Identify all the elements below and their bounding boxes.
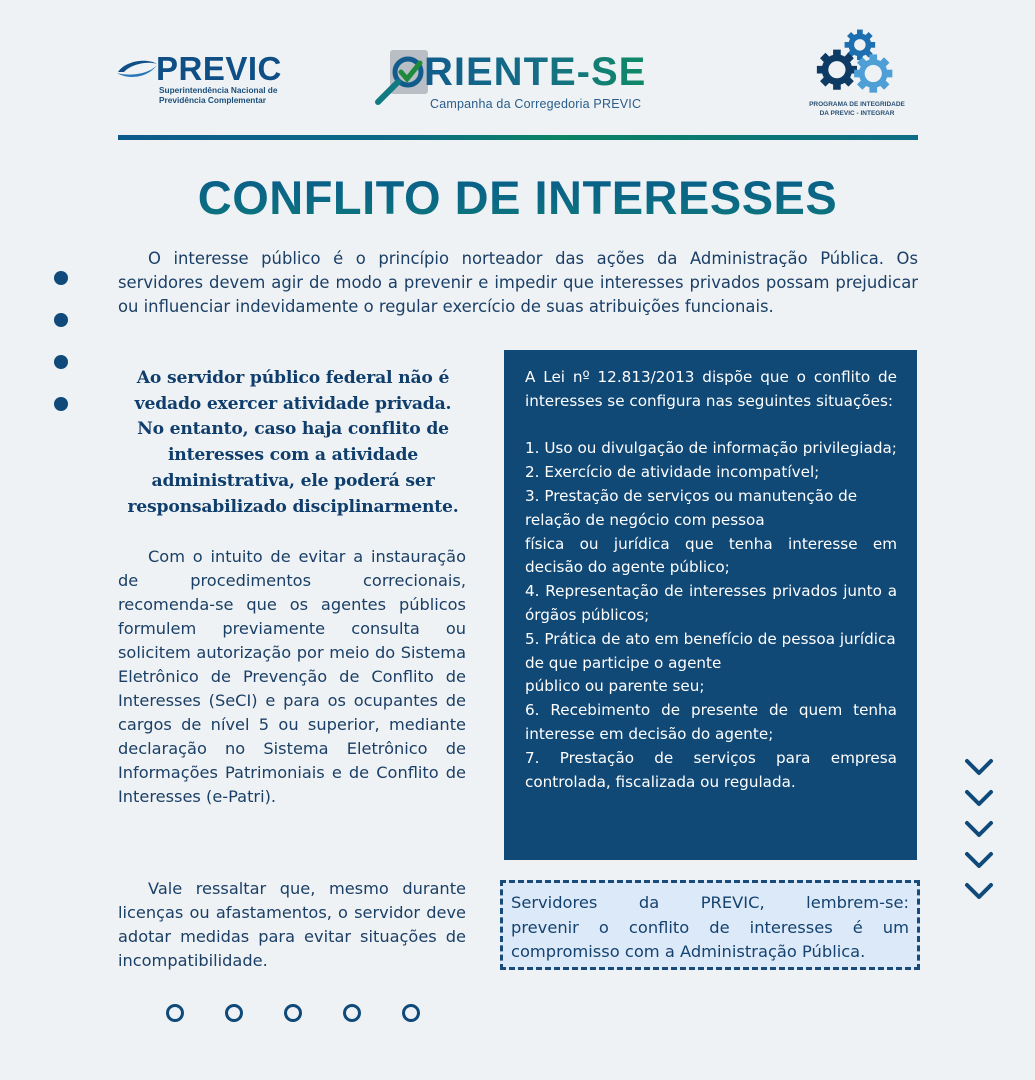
chevron-down-icon bbox=[964, 850, 994, 870]
chevrons-decoration bbox=[964, 757, 994, 912]
left-dots-decoration bbox=[54, 271, 68, 439]
previc-subtitle bbox=[159, 85, 278, 105]
highlight-line: Ao servidor público federal não é bbox=[136, 368, 450, 388]
recommendation-paragraph bbox=[118, 545, 466, 809]
header-divider bbox=[118, 135, 918, 140]
intro-text: O interesse público é o princípio norteador das ações da Administração Pública. Os servidores devem agir de modo a prevenir e impedir que interesses privados possam prejudicar ou influenciar indevidamente o regular exercício de suas atribuições funcionais. bbox=[118, 249, 918, 316]
highlight-line: responsabilizado disciplinarmente. bbox=[127, 496, 459, 517]
highlight-line: interesses com a atividade bbox=[167, 445, 419, 466]
law-situations-box bbox=[504, 350, 917, 860]
highlight-line: vedado exercer atividade privada. bbox=[134, 393, 452, 414]
chevron-down-icon bbox=[964, 819, 994, 839]
dot-icon bbox=[54, 271, 68, 285]
chevron-down-icon bbox=[964, 788, 994, 808]
highlight-line: administrativa, ele poderá ser bbox=[151, 470, 435, 491]
integrar-caption bbox=[796, 100, 918, 118]
law-intro: A Lei nº 12.813/2013 dispõe que o conflito de interesses se configura nas seguintes situações: bbox=[525, 368, 897, 410]
previc-subtitle-line2: Previdência Complementar bbox=[159, 95, 266, 105]
dot-icon bbox=[54, 355, 68, 369]
chevron-down-icon bbox=[964, 881, 994, 901]
oriente-se-wordmark: RIENTE-SE bbox=[424, 50, 647, 94]
chevron-down-icon bbox=[964, 757, 994, 777]
gears-icon bbox=[814, 28, 900, 98]
reminder-line: Servidores da PREVIC, lembrem-se: bbox=[511, 893, 909, 912]
oriente-se-logo bbox=[374, 50, 674, 120]
law-item: física ou jurídica que tenha interesse em decisão do agente público; bbox=[525, 534, 897, 577]
dot-icon bbox=[54, 313, 68, 327]
highlight-statement bbox=[112, 366, 474, 520]
law-item: 6. Recebimento de presente de quem tenha interesse em decisão do agente; bbox=[525, 701, 897, 743]
ring-icon bbox=[284, 1004, 302, 1022]
dot-icon bbox=[54, 397, 68, 411]
ring-icon bbox=[225, 1004, 243, 1022]
leave-paragraph bbox=[118, 877, 466, 973]
integrar-caption-line1: PROGRAMA DE INTEGRIDADE bbox=[809, 101, 905, 108]
reminder-callout bbox=[500, 880, 920, 970]
intro-paragraph bbox=[118, 247, 918, 319]
integrar-caption-line2: DA PREVIC - INTEGRAR bbox=[819, 110, 895, 117]
previc-logo bbox=[116, 52, 296, 108]
highlight-line: No entanto, caso haja conflito de bbox=[137, 419, 449, 440]
ring-icon bbox=[166, 1004, 184, 1022]
leave-text: Vale ressaltar que, mesmo durante licenças ou afastamentos, o servidor deve adotar medidas para evitar situações de incompatibilidade. bbox=[118, 879, 466, 970]
previc-wordmark: PREVIC bbox=[156, 50, 282, 87]
law-item: 7. Prestação de serviços para empresa controlada, fiscalizada ou regulada. bbox=[525, 748, 897, 791]
ring-icon bbox=[343, 1004, 361, 1022]
reminder-line: compromisso com a Administração Pública. bbox=[511, 942, 866, 961]
campaign-subtitle: Campanha da Corregedoria PREVIC bbox=[430, 97, 642, 111]
law-item: 4. Representação de interesses privados junto a órgãos públicos; bbox=[525, 582, 897, 624]
law-item: 2. Exercício de atividade incompatível; bbox=[525, 463, 820, 482]
reminder-line: prevenir o conflito de interesses é um bbox=[511, 917, 909, 937]
law-item: 3. Prestação de serviços ou manutenção de relação de negócio com pessoa bbox=[525, 486, 858, 529]
previc-eye-icon bbox=[116, 58, 158, 80]
recommendation-text: Com o intuito de evitar a instauração de procedimentos correcionais, recomenda-se que os agentes públicos formulem previamente consulta ou solicitem autorização por meio do Sistema Eletrônico de Prevenção de Conflito de Interesses (SeCI) e para os ocupantes de cargos de nível 5 ou superior, mediante declaração no Sistema Eletrônico de Informações Patrimoniais e de Conflito de Interesses (e-Patri). bbox=[118, 547, 466, 806]
integrar-logo bbox=[796, 28, 916, 123]
law-item: 1. Uso ou divulgação de informação privilegiada; bbox=[525, 439, 897, 458]
bottom-circles-decoration bbox=[166, 1004, 420, 1022]
ring-icon bbox=[402, 1004, 420, 1022]
law-item: 5. Prática de ato em benefício de pessoa jurídica de que participe o agente bbox=[525, 629, 896, 672]
page-title: CONFLITO DE INTERESSES bbox=[0, 170, 1035, 225]
law-item: público ou parente seu; bbox=[525, 677, 705, 696]
previc-subtitle-line1: Superintendência Nacional de bbox=[159, 85, 278, 95]
